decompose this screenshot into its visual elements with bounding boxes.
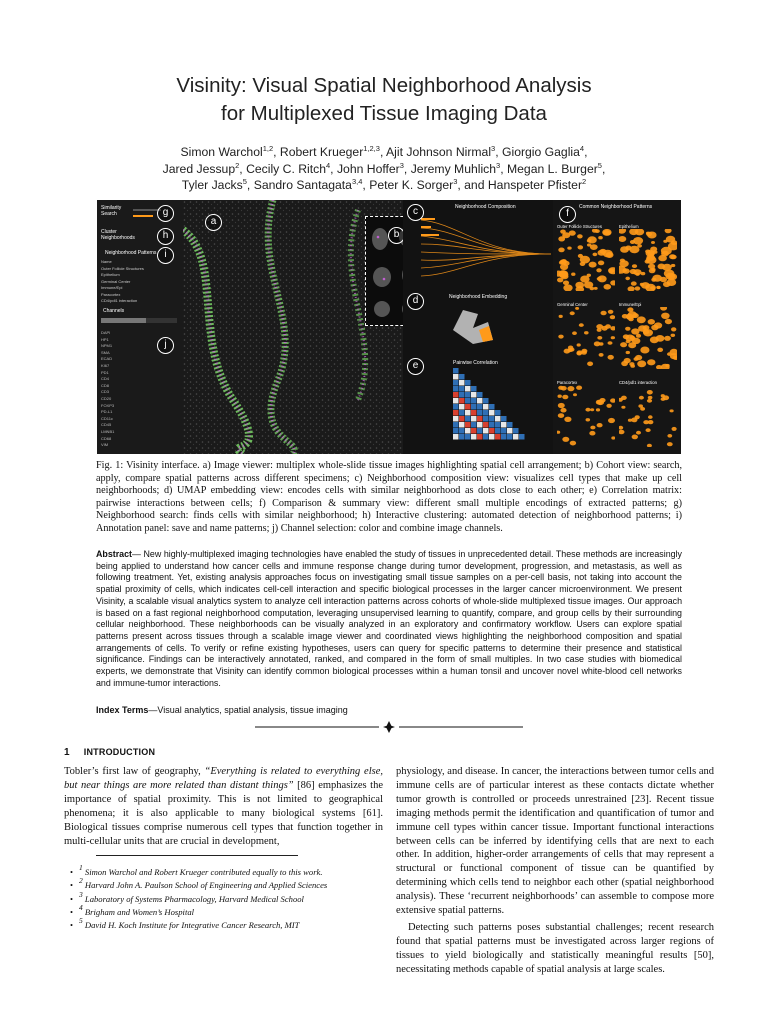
intro-right-column: [396, 765, 714, 977]
channel-item[interactable]: CD68: [101, 435, 112, 441]
correlation-cell[interactable]: [495, 410, 501, 416]
index-terms: [96, 705, 682, 715]
footnote-rule: [96, 855, 298, 856]
correlation-cell[interactable]: [465, 416, 471, 422]
correlation-cell[interactable]: [471, 434, 477, 440]
correlation-cell[interactable]: [453, 428, 459, 434]
footnote: [70, 876, 390, 892]
channel-item[interactable]: CD45: [101, 422, 112, 428]
footnote-text: Simon Warchol and Robert Krueger contributed equally to this work.: [82, 867, 323, 877]
correlation-cell[interactable]: [465, 386, 471, 392]
correlation-cell[interactable]: [489, 410, 495, 416]
channel-item[interactable]: CD8: [101, 382, 110, 388]
footnote-number: 3: [79, 889, 83, 899]
author-name: Hanspeter Pfister: [487, 178, 583, 192]
author-affiliation: 5: [597, 160, 602, 170]
channel-item[interactable]: ECAD: [101, 356, 113, 362]
correlation-cell[interactable]: [513, 434, 519, 440]
correlation-cell[interactable]: [477, 428, 483, 434]
correlation-cell[interactable]: [459, 398, 465, 404]
correlation-cell[interactable]: [459, 380, 465, 386]
embedding-title: Neighborhood Embedding: [449, 294, 508, 300]
author-affiliation: 3: [399, 160, 404, 170]
correlation-cell[interactable]: [483, 404, 489, 410]
channel-slider[interactable]: [101, 318, 177, 323]
paper-title: [0, 72, 768, 128]
correlation-cell[interactable]: [489, 428, 495, 434]
label-b: b: [388, 227, 405, 244]
author-affiliation: 1,2,3: [363, 144, 380, 153]
correlation-cell[interactable]: [519, 434, 525, 440]
correlation-cell[interactable]: [453, 416, 459, 422]
composition-title: Neighborhood Composition: [455, 204, 516, 210]
correlation-cell[interactable]: [459, 428, 465, 434]
correlation-cell[interactable]: [471, 398, 477, 404]
footnote: [70, 863, 390, 879]
correlation-cell[interactable]: [489, 422, 495, 428]
correlation-cell[interactable]: [483, 416, 489, 422]
small-multiple-label: Outer Follicle Structures: [557, 224, 602, 229]
cluster-neighborhoods-label[interactable]: Cluster Neighborhoods: [101, 229, 135, 241]
small-multiple-label: Immune/Epi: [619, 302, 642, 307]
label-j: j: [157, 337, 174, 354]
correlation-cell[interactable]: [483, 410, 489, 416]
caption-text: Visinity interface. a) Image viewer: multiplex whole-slide tissue images highlighting spatial cell arrangement; b) Cohort view: search, apply, compare spatial patterns across different specimens; c) Neighborhood composition view: visualizes cell types that make up cell neighborhoods; d) UMAP embedding view: encodes cells with similar neighborhood as dots close to each other; e) Correlation matrix: pairwise interactions between cells; f) Comparison & summary view: different small multiple encodings of extracted patterns; g) Neighborhood search: finds cells with similar neighborhood; h) Interactive clustering: automated detection of neighborhood patterns; i) Annotation panel: save and name patterns; j) Channel selection: color and combine image channels.: [96, 460, 682, 534]
composition-chart: [421, 214, 551, 284]
small-multiple[interactable]: [557, 302, 615, 374]
author-affiliation: 4: [326, 160, 331, 170]
intro-paragraph-1: [64, 765, 383, 848]
diamond-ornament-icon: [383, 721, 395, 733]
correlation-title: Pairwise Correlation: [453, 360, 498, 366]
author-name: Giorgio Gaglia: [502, 145, 580, 159]
footnote: [70, 916, 390, 932]
title-line-1: Visinity: Visual Spatial Neighborhood Analysis: [176, 74, 592, 97]
pattern-map: [557, 307, 615, 369]
channel-item[interactable]: CD20: [101, 395, 112, 401]
author-affiliation: 3,4: [351, 177, 363, 186]
abstract-text: — New highly-multiplexed imaging technologies have enabled the study of tissues in unprecedented detail. These methods are increasingly being applied to understand how cancer cells and immune response change during tumor development, progression, and metastasis, as well as following treatment. Yet, existing analysis approaches focus on investigating small tissue samples on a per-cell basis, not taking into account the spatial proximity of cells, which indicates cell-cell interaction and specific biological processes in the larger cancer microenvironment. We present Visinity, a scalable visual analytics system to analyze cell interaction patterns across cohorts of whole-slide multiplexed tissue images. Our approach is based on a fast regional neighborhood computation, leveraging unsupervised learning to quantify, compare, and group cells by their surrounding cellular neighborhood. These neighborhoods can be visually analyzed in an exploratory and confirmatory workflow. Users can explore spatial patterns present across tissues through a scalable image viewer and coordinated views highlighting the neighborhood composition and spatial arrangements of cells. To verify or refine existing hypotheses, users can query for specific patterns to determine their presence and statistical significance. Findings can be interactively annotated, ranked, and compared in the form of small multiples. In two case studies with biomedical experts, we demonstrate that Visinity can identify common biological processes within a human tonsil and uncover novel white-blood cell networks and immune-tumor interactions.: [96, 549, 682, 688]
correlation-cell[interactable]: [465, 434, 471, 440]
correlation-cell[interactable]: [477, 392, 483, 398]
correlation-cell[interactable]: [513, 428, 519, 434]
correlation-cell[interactable]: [477, 434, 483, 440]
author-name: Cecily C. Ritch: [246, 161, 326, 176]
author-affiliation: 3: [491, 144, 496, 153]
correlation-cell[interactable]: [495, 416, 501, 422]
label-e: e: [407, 358, 424, 375]
small-multiple[interactable]: [557, 380, 615, 452]
footnote-text: David H. Koch Institute for Integrative Cancer Research, MIT: [82, 920, 300, 931]
author-name: John Hoffer: [336, 161, 400, 176]
author-name: Megan L. Burger: [507, 161, 598, 176]
neighborhood-patterns-label: Neighborhood Patterns: [105, 250, 157, 256]
tobler-quote: “Everything is related to everything else, but near things are more related than distant things”: [64, 766, 383, 791]
author-separator: ,: [239, 161, 247, 176]
footnote-number: 4: [79, 902, 83, 912]
correlation-cell[interactable]: [489, 434, 495, 440]
correlation-cell[interactable]: [459, 434, 465, 440]
analysis-panel[interactable]: [403, 200, 553, 454]
pattern-map: [619, 307, 677, 369]
similarity-search-label[interactable]: Similarity Search: [101, 205, 122, 217]
author-affiliation: 3: [496, 160, 501, 170]
channels-label: Channels: [103, 308, 125, 314]
intro-text-b: [86] emphasizes the importance of spatial proximity. This is not limited to geographical phenomena; it is also applicable to many biological systems [61]. Biological tissues comprise numerous cell types that function together in multi-cellular units that are crucial in development,: [64, 779, 383, 847]
correlation-cell[interactable]: [471, 422, 477, 428]
channel-item[interactable]: VIM: [101, 442, 109, 448]
small-multiple-label: Germinal Center: [557, 302, 588, 307]
correlation-cell[interactable]: [459, 416, 465, 422]
author-separator: ,: [584, 145, 588, 159]
channel-item[interactable]: SMA: [101, 349, 110, 355]
channel-item[interactable]: CD11c: [101, 415, 113, 421]
author-separator: ,: [362, 178, 370, 192]
correlation-cell[interactable]: [465, 404, 471, 410]
label-i: i: [157, 247, 174, 264]
footnote-text: Laboratory of Systems Pharmacology, Harvard Medical School: [82, 893, 304, 904]
footnote-number: 2: [79, 876, 83, 886]
footnotes: [70, 863, 390, 932]
correlation-cell[interactable]: [489, 416, 495, 422]
correlation-cell[interactable]: [459, 422, 465, 428]
correlation-cell[interactable]: [477, 416, 483, 422]
correlation-cell[interactable]: [477, 404, 483, 410]
correlation-cell[interactable]: [507, 434, 513, 440]
small-multiple[interactable]: [619, 224, 677, 296]
correlation-cell[interactable]: [453, 368, 459, 374]
author-name: Jeremy Muhlich: [410, 161, 497, 176]
pattern-item[interactable]: Paracortex: [101, 291, 121, 297]
author-list: [110, 144, 658, 194]
author-separator: ,: [601, 161, 606, 176]
correlation-cell[interactable]: [465, 428, 471, 434]
correlation-cell[interactable]: [453, 422, 459, 428]
channel-item[interactable]: CD4: [101, 376, 110, 382]
correlation-cell[interactable]: [507, 428, 513, 434]
pattern-item[interactable]: CD4/pdl1 interaction: [101, 298, 138, 303]
correlation-cell[interactable]: [483, 398, 489, 404]
pattern-map: [557, 385, 615, 447]
pattern-item[interactable]: Epithelium: [101, 272, 120, 277]
author-separator: ,: [330, 161, 337, 176]
label-d: d: [407, 293, 424, 310]
section-divider: [255, 720, 523, 734]
correlation-cell[interactable]: [471, 392, 477, 398]
comparison-panel[interactable]: [553, 200, 681, 454]
label-f: f: [559, 206, 576, 223]
correlation-cell[interactable]: [501, 422, 507, 428]
comparison-title: Common Neighborhood Patterns: [579, 204, 653, 210]
pattern-item[interactable]: Name: [101, 259, 112, 264]
channel-item[interactable]: HP1: [101, 336, 109, 342]
author-name: Tyler Jacks: [181, 178, 243, 192]
channel-item[interactable]: PD-L1: [101, 409, 113, 415]
small-multiple[interactable]: [619, 380, 677, 452]
correlation-cell[interactable]: [453, 404, 459, 410]
section-heading: [64, 747, 155, 758]
small-multiple[interactable]: [619, 302, 677, 374]
author-separator: ,: [246, 178, 254, 192]
small-multiple-label: CD4/pdl1 interaction: [619, 380, 657, 385]
correlation-cell[interactable]: [477, 410, 483, 416]
author-affiliation: 2: [582, 177, 587, 186]
index-terms-text: —Visual analytics, spatial analysis, tissue imaging: [148, 705, 348, 715]
author-affiliation: 1,2: [262, 144, 274, 153]
correlation-cell[interactable]: [471, 404, 477, 410]
caption-label: Fig. 1:: [96, 460, 124, 471]
section-title: INTRODUCTION: [83, 747, 156, 757]
correlation-cell[interactable]: [459, 392, 465, 398]
channel-item[interactable]: DAPI: [101, 330, 111, 335]
author-name: Simon Warchol: [180, 145, 263, 159]
author-separator: ,: [500, 161, 507, 176]
footnote: [70, 902, 390, 919]
correlation-cell[interactable]: [465, 392, 471, 398]
correlation-cell[interactable]: [471, 386, 477, 392]
correlation-cell[interactable]: [483, 422, 489, 428]
correlation-cell[interactable]: [453, 386, 459, 392]
small-multiple-label: Epithelium: [619, 224, 639, 229]
author-name: Ajit Johnson Nirmal: [386, 145, 492, 159]
correlation-cell[interactable]: [453, 380, 459, 386]
title-line-2: for Multiplexed Tissue Imaging Data: [221, 102, 547, 125]
pattern-map: [557, 229, 615, 291]
pattern-map: [619, 229, 677, 291]
channel-item[interactable]: CD3: [101, 389, 110, 395]
channel-item[interactable]: PD1: [101, 369, 109, 375]
intro-right-paragraph-2: Detecting such patterns poses substantial challenges; recent research found that spatial patterns must be investigated across larger regions of tissues to yield biologically and statistically meaningful results [50], necessitating methods capable of spatial analysis at large scales.: [396, 921, 714, 975]
channel-item[interactable]: NPM1: [101, 343, 113, 349]
section-number: 1: [64, 747, 70, 758]
pattern-list: [101, 259, 171, 305]
correlation-cell[interactable]: [477, 398, 483, 404]
correlation-cell[interactable]: [501, 416, 507, 422]
correlation-cell[interactable]: [459, 404, 465, 410]
pattern-item[interactable]: Outer Follicle Structures: [101, 265, 144, 271]
small-multiple[interactable]: [557, 224, 615, 296]
correlation-cell[interactable]: [465, 422, 471, 428]
footnote-number: 1: [79, 863, 83, 872]
footnote-text: Harvard John A. Paulson School of Engineering and Applied Sciences: [82, 880, 328, 891]
label-g: g: [157, 205, 174, 222]
correlation-cell[interactable]: [471, 416, 477, 422]
channel-item[interactable]: KI67: [101, 362, 110, 368]
label-a: a: [205, 214, 222, 231]
sidebar-panel: [97, 200, 184, 454]
author-name: Robert Krueger: [279, 145, 364, 159]
correlation-cell[interactable]: [453, 374, 459, 380]
author-separator: ,: [273, 145, 280, 159]
correlation-cell[interactable]: [453, 398, 459, 404]
abstract: [96, 549, 682, 689]
footnote: [70, 889, 390, 906]
correlation-cell[interactable]: [477, 422, 483, 428]
correlation-cell[interactable]: [471, 410, 477, 416]
correlation-cell[interactable]: [489, 404, 495, 410]
search-slider-fill: [133, 215, 153, 217]
intro-right-paragraph-1: physiology, and disease. In cancer, the interactions between tumor cells and immune cells are of particular interest as these contacts dictate whether tumor growth is controlled or proceeds unrestrained [23]. Recent tissue imaging methods permit the identification and quantification of tumor and immune cell types within cancer tissue. Important functional interactions between cells can be inferred by identifying cells that are next to each other. In addition, higher-order arrangements of cells that may represent a structural or functional component of tissue can be quantified by determining which cells tend to neighbor each other (spatial neighborhood analysis). These ‘recurrent neighborhoods’ can assemble to compose more extensive spatial patterns.: [396, 766, 714, 917]
intro-left-column: [64, 765, 383, 848]
correlation-cell[interactable]: [501, 434, 507, 440]
pattern-item[interactable]: Germinal Center: [101, 278, 131, 284]
correlation-cell[interactable]: [495, 422, 501, 428]
author-name: Peter K. Sorger: [369, 178, 454, 192]
label-h: h: [157, 228, 174, 245]
author-separator: ,: [495, 145, 502, 159]
correlation-cell[interactable]: [459, 410, 465, 416]
small-multiple-label: Paracortex: [557, 380, 578, 385]
correlation-cell[interactable]: [453, 434, 459, 440]
correlation-cell[interactable]: [459, 374, 465, 380]
index-terms-label: Index Terms: [96, 705, 149, 715]
correlation-cell[interactable]: [465, 380, 471, 386]
correlation-cell[interactable]: [501, 428, 507, 434]
correlation-cell[interactable]: [495, 434, 501, 440]
figure-caption: [96, 460, 682, 536]
correlation-cell[interactable]: [465, 398, 471, 404]
channel-item[interactable]: LMNB1: [101, 428, 115, 434]
channel-item[interactable]: FOXP3: [101, 402, 115, 408]
intro-text-a: Tobler’s first law of geography,: [64, 766, 205, 777]
abstract-label: Abstract: [96, 549, 133, 559]
correlation-cell[interactable]: [465, 410, 471, 416]
correlation-cell[interactable]: [471, 428, 477, 434]
figure-1: [97, 200, 681, 454]
author-separator: ,: [379, 145, 387, 159]
correlation-cell[interactable]: [459, 386, 465, 392]
author-separator: , and: [457, 178, 488, 192]
label-c: c: [407, 204, 424, 221]
author-name: Sandro Santagata: [253, 178, 352, 192]
footnote-text: Brigham and Women’s Hospital: [82, 906, 195, 917]
pattern-item[interactable]: Immune/Epi: [101, 285, 123, 290]
correlation-cell[interactable]: [483, 428, 489, 434]
footnote-number: 5: [79, 916, 83, 926]
correlation-cell[interactable]: [453, 392, 459, 398]
correlation-cell[interactable]: [507, 422, 513, 428]
embedding-plot: [443, 300, 513, 350]
correlation-matrix: [433, 368, 543, 448]
correlation-cell[interactable]: [495, 428, 501, 434]
author-affiliation: 5: [242, 177, 247, 186]
author-affiliation: 2: [235, 160, 240, 170]
author-affiliation: 3: [453, 177, 458, 186]
author-separator: ,: [403, 161, 411, 176]
correlation-cell[interactable]: [483, 434, 489, 440]
author-name: Jared Jessup: [162, 161, 236, 176]
pattern-map: [619, 385, 677, 447]
author-affiliation: 4: [579, 144, 585, 153]
correlation-cell[interactable]: [453, 410, 459, 416]
